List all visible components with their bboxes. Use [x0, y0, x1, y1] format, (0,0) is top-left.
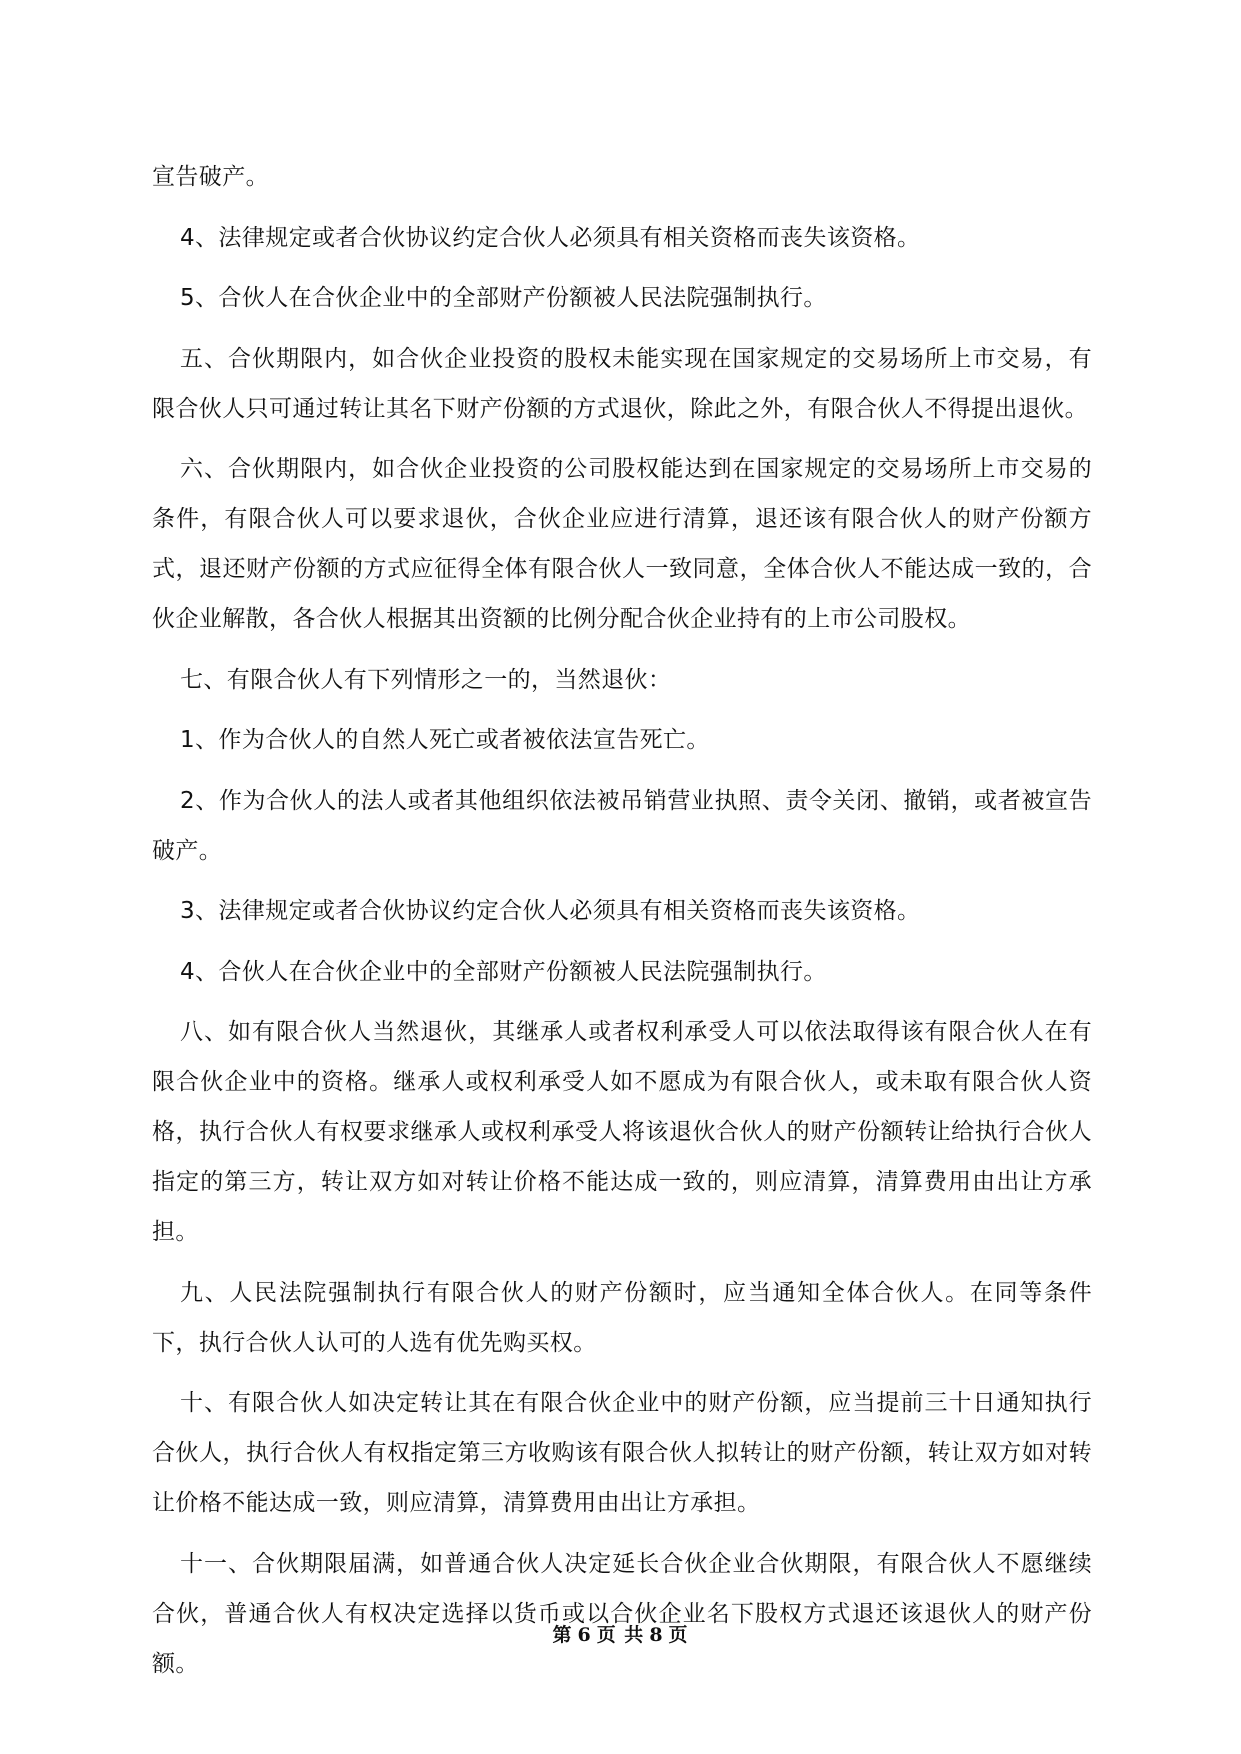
paragraph-clause-11: 十一、合伙期限届满，如普通合伙人决定延长合伙企业合伙期限，有限合伙人不愿继续合伙，普通合伙人有权决定选择以货币或以合伙企业名下股权方式退还该退伙人的财产份额。 — [152, 1550, 1092, 1677]
footer-total-pages: 8 — [649, 1624, 664, 1646]
paragraph-clause-10: 十、有限合伙人如决定转让其在有限合伙企业中的财产份额，应当提前三十日通知执行合伙人，执行合伙人有权指定第三方收购该有限合伙人拟转让的财产份额，转让双方如对转让价格不能达成一致，则应清算，清算费用由出让方承担。 — [152, 1390, 1092, 1516]
paragraph-clause-9: 九、人民法院强制执行有限合伙人的财产份额时，应当通知全体合伙人。在同等条件下，执行合伙人认可的人选有优先购买权。 — [152, 1279, 1092, 1356]
paragraph-clause-7-item-4: 4、合伙人在合伙企业中的全部财产份额被人民法院强制执行。 — [180, 958, 827, 985]
footer-prefix: 第 — [552, 1624, 573, 1646]
paragraph-item-5: 5、合伙人在合伙企业中的全部财产份额被人民法院强制执行。 — [180, 285, 827, 311]
footer-page-number: 6 — [577, 1624, 592, 1646]
document-body — [152, 152, 1092, 1699]
page-footer — [0, 1620, 1241, 1647]
paragraph-clause-8: 八、如有限合伙人当然退伙，其继承人或者权利承受人可以依法取得该有限合伙人在有限合伙企业中的资格。继承人或权利承受人如不愿成为有限合伙人，或未取有限合伙人资格，执行合伙人有权要求继承人或权利承受人将该退伙合伙人的财产份额转让给执行合伙人指定的第三方，转让双方如对转让价格不能达成一致的，则应清算，清算费用由出让方承担。 — [152, 1019, 1092, 1245]
paragraph-clause-5: 五、合伙期限内，如合伙企业投资的股权未能实现在国家规定的交易场所上市交易，有限合伙人只可通过转让其名下财产份额的方式退伙，除此之外，有限合伙人不得提出退伙。 — [152, 345, 1092, 422]
paragraph-clause-7: 七、有限合伙人有下列情形之一的，当然退伙： — [180, 666, 672, 693]
paragraph-item-4: 4、法律规定或者合伙协议约定合伙人必须具有相关资格而丧失该资格。 — [180, 224, 921, 251]
paragraph-clause-6: 六、合伙期限内，如合伙企业投资的公司股权能达到在国家规定的交易场所上市交易的条件，有限合伙人可以要求退伙，合伙企业应进行清算，退还该有限合伙人的财产份额方式，退还财产份额的方式应征得全体有限合伙人一致同意，全体合伙人不能达成一致的，合伙企业解散，各合伙人根据其出资额的比例分配合伙企业持有的上市公司股权。 — [152, 456, 1092, 632]
paragraph-clause-7-item-2: 2、作为合伙人的法人或者其他组织依法被吊销营业执照、责令关闭、撤销，或者被宣告破产。 — [152, 787, 1092, 864]
paragraph-continuation: 宣告破产。 — [152, 164, 269, 190]
paragraph-clause-7-item-3: 3、法律规定或者合伙协议约定合伙人必须具有相关资格而丧失该资格。 — [180, 898, 921, 924]
footer-suffix: 页 — [668, 1624, 689, 1646]
paragraph-clause-7-item-1: 1、作为合伙人的自然人死亡或者被依法宣告死亡。 — [180, 727, 710, 753]
footer-middle: 页 共 — [596, 1624, 645, 1646]
